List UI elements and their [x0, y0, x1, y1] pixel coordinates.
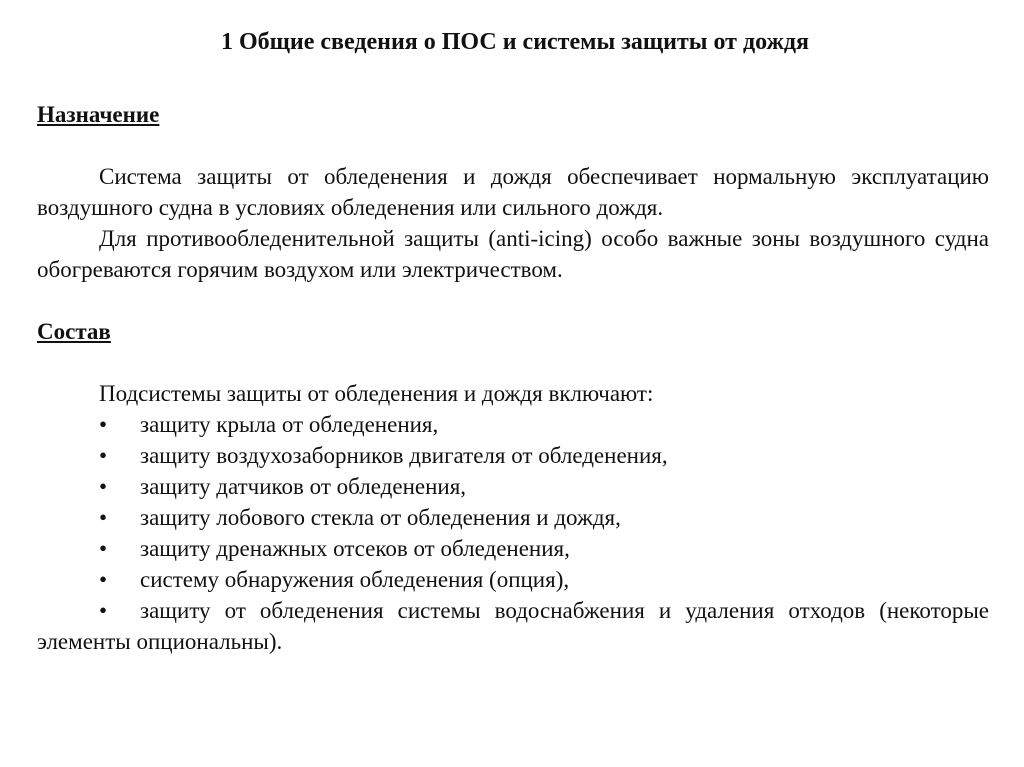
bullet-icon: •: [99, 443, 108, 468]
bullet-icon: •: [99, 474, 108, 499]
list-item-text: защиту лобового стекла от обледенения и дождя,: [140, 505, 621, 530]
composition-intro: Подсистемы защиты от обледенения и дождя включают:: [99, 381, 654, 406]
list-item-text: защиту от обледенения системы водоснабжения и удаления отходов (некоторые элементы опциональны).: [37, 598, 989, 654]
section-heading-purpose: Назначение: [37, 102, 160, 127]
list-item: [37, 564, 989, 595]
list-item-text: защиту датчиков от обледенения,: [140, 474, 467, 499]
list-item: [37, 533, 989, 564]
bullet-icon: •: [99, 412, 108, 437]
bullet-icon: •: [99, 567, 108, 592]
list-item-text: защиту дренажных отсеков от обледенения,: [140, 536, 570, 561]
bullet-icon: •: [99, 505, 108, 530]
subsystems-list: [37, 409, 989, 657]
list-item: [37, 502, 989, 533]
list-item-text: систему обнаружения обледенения (опция),: [140, 567, 570, 592]
section-heading-composition: Состав: [37, 319, 111, 344]
purpose-paragraph-1: Система защиты от обледенения и дождя обеспечивает нормальную эксплуатацию воздушного судна в условиях обледенения или сильного дождя.: [37, 164, 989, 220]
list-item: [37, 409, 989, 440]
list-item: [37, 595, 989, 657]
list-item-text: защиту воздухозаборников двигателя от обледенения,: [140, 443, 668, 468]
list-item: [37, 440, 989, 471]
list-item: [37, 471, 989, 502]
bullet-icon: •: [99, 598, 108, 623]
list-item-text: защиту крыла от обледенения,: [140, 412, 439, 437]
page-title: 1 Общие сведения о ПОС и системы защиты от дождя: [220, 29, 810, 55]
bullet-icon: •: [99, 536, 108, 561]
document-page: [37, 26, 989, 657]
purpose-paragraph-2: Для противообледенительной защиты (anti-icing) особо важные зоны воздушного судна обогреваются горячим воздухом или электричеством.: [37, 226, 989, 282]
